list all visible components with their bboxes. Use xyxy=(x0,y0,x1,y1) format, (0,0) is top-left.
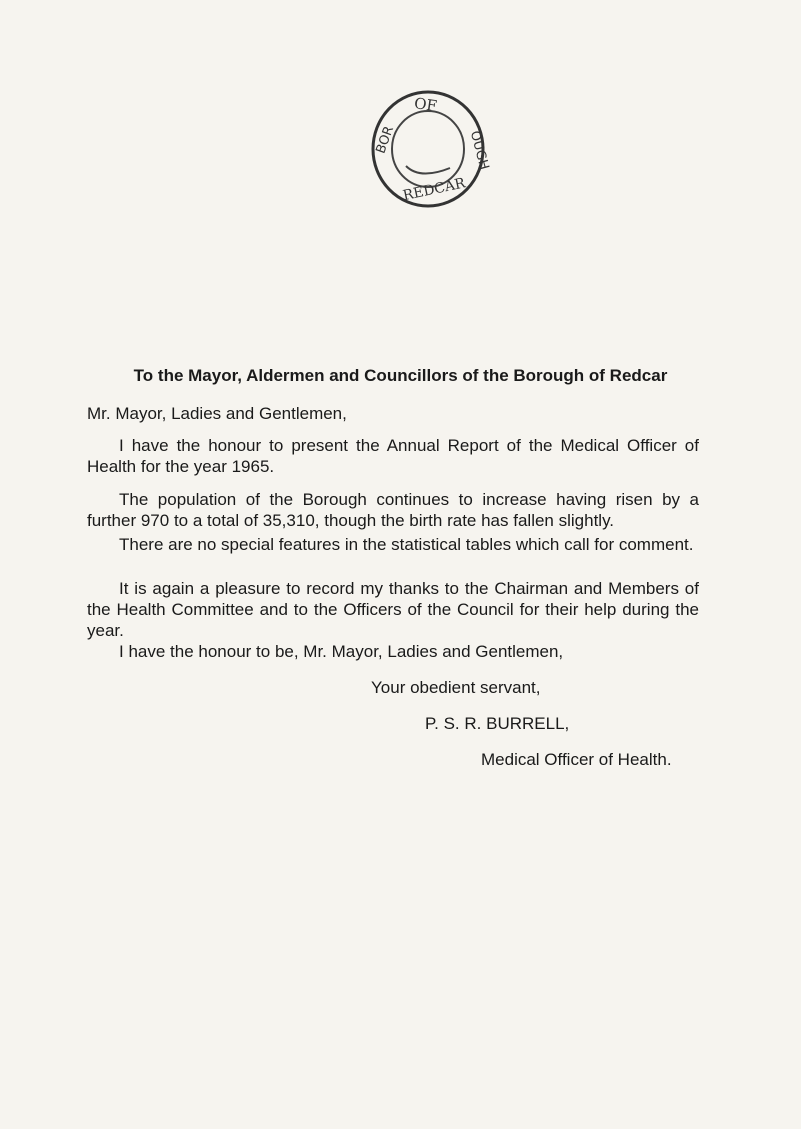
paragraph-statistical-tables: There are no special features in the statistical tables which call for comment. xyxy=(119,535,694,554)
borough-seal-stamp xyxy=(368,88,492,210)
paragraph-population: The population of the Borough continues to increase having risen by a further 970 to a total of 35,310, though the birth rate has fallen slightly. xyxy=(87,490,699,530)
paragraph-closing-line: I have the honour to be, Mr. Mayor, Ladies and Gentlemen, xyxy=(119,642,564,661)
svg-text:OF: OF xyxy=(413,94,439,116)
signatory-name: P. S. R. BURRELL, xyxy=(425,714,570,733)
signatory-title: Medical Officer of Health. xyxy=(481,750,672,769)
paragraph-thanks: It is again a pleasure to record my thanks to the Chairman and Members of the Health Committee and to the Officers of the Council for their help during the year. xyxy=(87,579,699,640)
svg-text:OUGH: OUGH xyxy=(466,129,492,172)
letter-title: To the Mayor, Aldermen and Councillors of the Borough of Redcar xyxy=(133,366,668,385)
salutation: Mr. Mayor, Ladies and Gentlemen, xyxy=(87,404,347,423)
svg-text:REDCAR: REDCAR xyxy=(401,175,467,205)
seal-icon xyxy=(368,88,492,210)
paragraph-report-intro: I have the honour to present the Annual Report of the Medical Officer of Health for the year 1965. xyxy=(87,436,699,476)
closing-phrase: Your obedient servant, xyxy=(371,678,541,697)
svg-text:BOR: BOR xyxy=(373,124,398,156)
